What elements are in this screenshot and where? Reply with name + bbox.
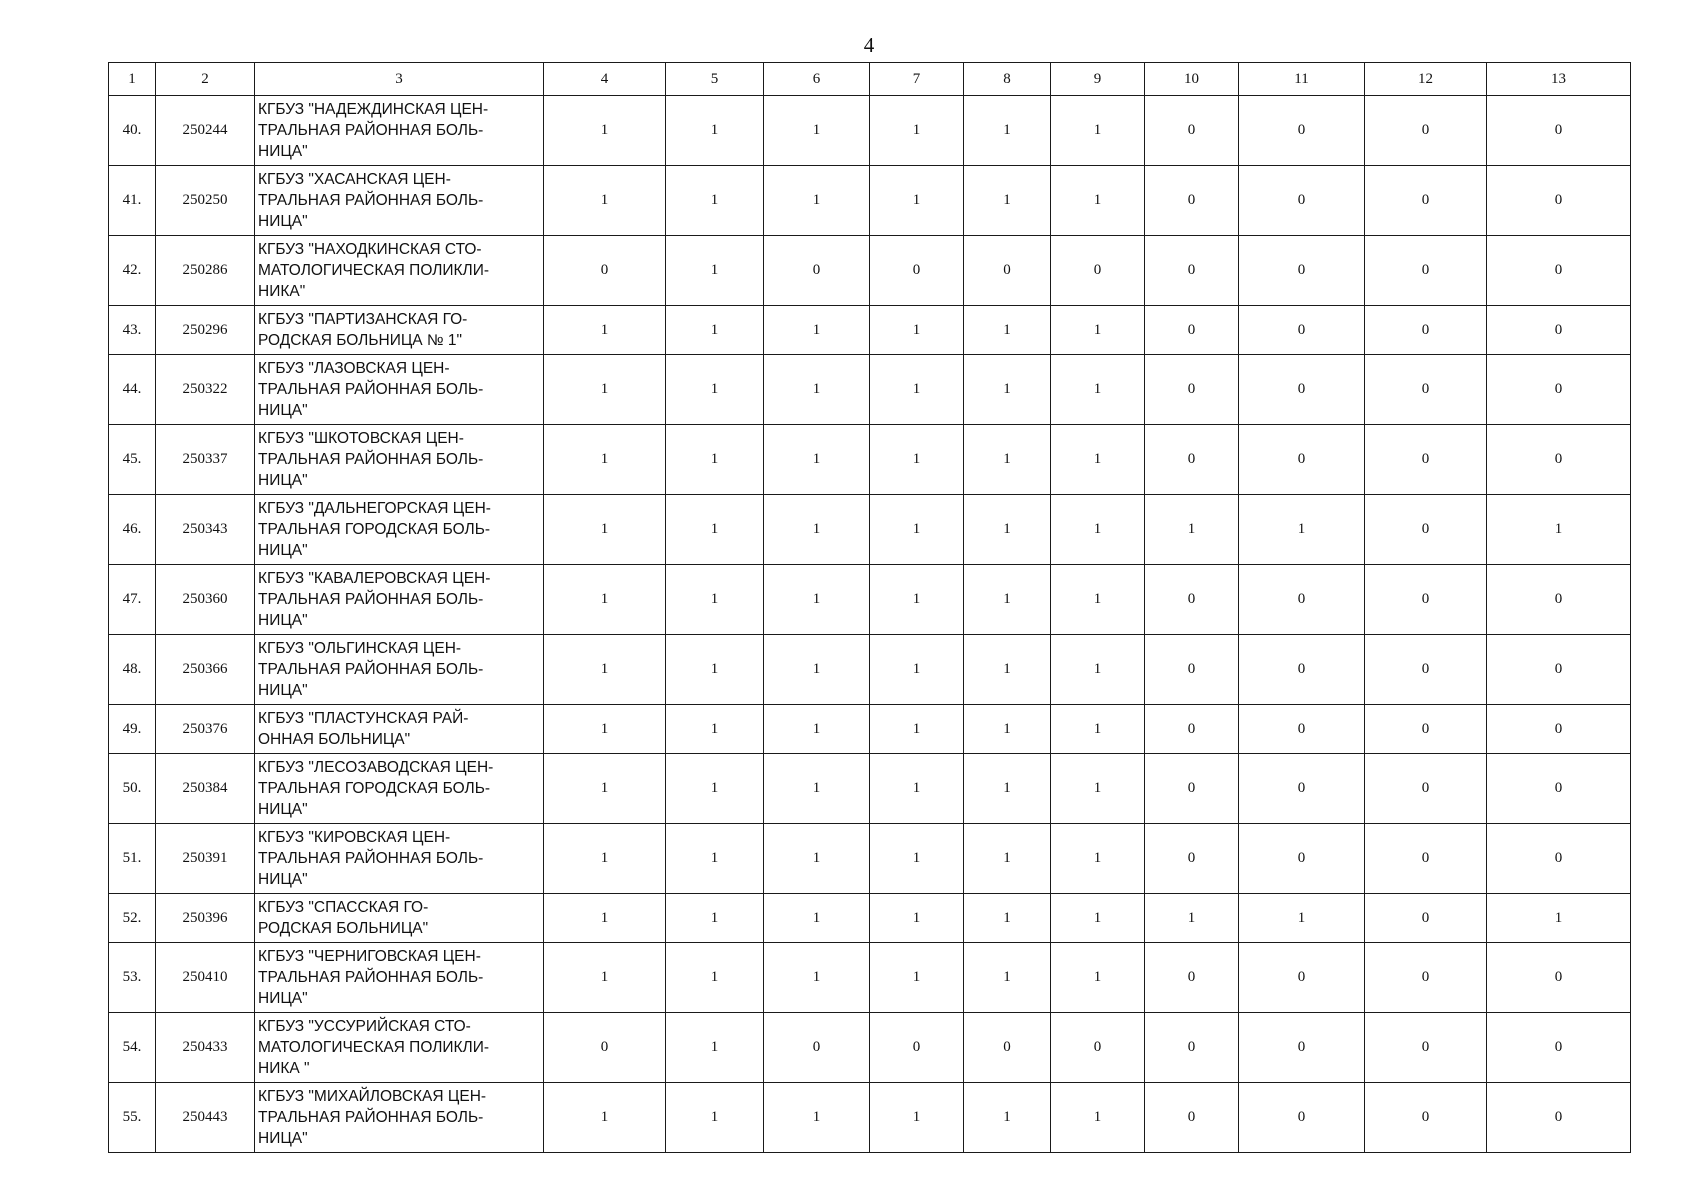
- facility-name: [255, 754, 544, 824]
- value-cell: 0: [1487, 705, 1631, 754]
- facility-name: [255, 355, 544, 425]
- value-cell: 0: [1239, 635, 1365, 705]
- facility-name-line: РОДСКАЯ БОЛЬНИЦА № 1": [258, 332, 462, 349]
- value-cell: 1: [964, 635, 1051, 705]
- value-cell: 0: [870, 236, 964, 306]
- value-cell: 0: [1145, 96, 1239, 166]
- facility-name-line: НИЦА": [258, 213, 308, 230]
- facility-name-line: КГБУЗ "НАДЕЖДИНСКАЯ ЦЕН-: [258, 101, 489, 118]
- value-cell: 1: [870, 635, 964, 705]
- value-cell: 0: [1487, 355, 1631, 425]
- value-cell: 1: [870, 425, 964, 495]
- facility-name-line: КГБУЗ "ПЛАСТУНСКАЯ РАЙ-: [258, 710, 469, 727]
- row-number: 41.: [109, 166, 156, 236]
- value-cell: 1: [544, 425, 666, 495]
- facility-name-line: ТРАЛЬНАЯ РАЙОННАЯ БОЛЬ-: [258, 451, 484, 468]
- value-cell: 1: [870, 166, 964, 236]
- column-header: 9: [1051, 63, 1145, 96]
- facility-name-line: КГБУЗ "НАХОДКИНСКАЯ СТО-: [258, 241, 482, 258]
- row-number: 53.: [109, 943, 156, 1013]
- facility-code: 250391: [156, 824, 255, 894]
- facility-code: 250322: [156, 355, 255, 425]
- column-header: 4: [544, 63, 666, 96]
- facility-name-line: НИЦА": [258, 402, 308, 419]
- value-cell: 0: [1239, 824, 1365, 894]
- value-cell: 1: [964, 705, 1051, 754]
- value-cell: 1: [870, 306, 964, 355]
- value-cell: 1: [764, 754, 870, 824]
- value-cell: 1: [1239, 495, 1365, 565]
- table-row: [109, 894, 1631, 943]
- value-cell: 0: [1365, 754, 1487, 824]
- value-cell: 0: [1239, 355, 1365, 425]
- value-cell: 1: [666, 635, 764, 705]
- value-cell: 1: [666, 565, 764, 635]
- value-cell: 0: [544, 1013, 666, 1083]
- value-cell: 1: [964, 96, 1051, 166]
- table-row: [109, 355, 1631, 425]
- value-cell: 0: [764, 236, 870, 306]
- value-cell: 1: [764, 425, 870, 495]
- column-header: 7: [870, 63, 964, 96]
- facility-name-line: ТРАЛЬНАЯ РАЙОННАЯ БОЛЬ-: [258, 1109, 484, 1126]
- row-number: 54.: [109, 1013, 156, 1083]
- value-cell: 0: [964, 236, 1051, 306]
- value-cell: 0: [1365, 236, 1487, 306]
- facility-name-line: НИЦА": [258, 143, 308, 160]
- facility-code: 250376: [156, 705, 255, 754]
- value-cell: 0: [1487, 1013, 1631, 1083]
- value-cell: 1: [964, 306, 1051, 355]
- value-cell: 1: [1487, 495, 1631, 565]
- value-cell: 1: [964, 565, 1051, 635]
- value-cell: 0: [1145, 425, 1239, 495]
- value-cell: 1: [870, 705, 964, 754]
- value-cell: 1: [544, 705, 666, 754]
- value-cell: 0: [1145, 1013, 1239, 1083]
- value-cell: 0: [1145, 565, 1239, 635]
- value-cell: 1: [1051, 565, 1145, 635]
- facility-code: 250360: [156, 565, 255, 635]
- row-number: 51.: [109, 824, 156, 894]
- facility-name-line: НИЦА": [258, 871, 308, 888]
- facility-name-line: КГБУЗ "ЛАЗОВСКАЯ ЦЕН-: [258, 360, 450, 377]
- facility-name-line: КГБУЗ "ЧЕРНИГОВСКАЯ ЦЕН-: [258, 948, 481, 965]
- facility-code: 250396: [156, 894, 255, 943]
- value-cell: 1: [870, 754, 964, 824]
- facility-name-line: КГБУЗ "УССУРИЙСКАЯ СТО-: [258, 1018, 471, 1035]
- value-cell: 0: [1365, 1083, 1487, 1153]
- value-cell: 1: [544, 306, 666, 355]
- value-cell: 0: [1487, 1083, 1631, 1153]
- value-cell: 1: [964, 894, 1051, 943]
- value-cell: 1: [544, 754, 666, 824]
- row-number: 47.: [109, 565, 156, 635]
- value-cell: 1: [964, 355, 1051, 425]
- value-cell: 0: [1365, 166, 1487, 236]
- row-number: 52.: [109, 894, 156, 943]
- facility-name: [255, 1083, 544, 1153]
- value-cell: 1: [1051, 166, 1145, 236]
- value-cell: 1: [544, 565, 666, 635]
- value-cell: 1: [764, 1083, 870, 1153]
- facility-name-line: НИЦА": [258, 612, 308, 629]
- facility-name-line: КГБУЗ "КАВАЛЕРОВСКАЯ ЦЕН-: [258, 570, 491, 587]
- facility-name-line: ТРАЛЬНАЯ ГОРОДСКАЯ БОЛЬ-: [258, 780, 491, 797]
- table-body: [109, 96, 1631, 1153]
- table-row: [109, 754, 1631, 824]
- value-cell: 1: [666, 1083, 764, 1153]
- value-cell: 1: [666, 754, 764, 824]
- facility-name: [255, 425, 544, 495]
- row-number: 40.: [109, 96, 156, 166]
- value-cell: 0: [764, 1013, 870, 1083]
- value-cell: 1: [764, 495, 870, 565]
- value-cell: 1: [764, 565, 870, 635]
- facility-name-line: ТРАЛЬНАЯ РАЙОННАЯ БОЛЬ-: [258, 122, 484, 139]
- value-cell: 1: [544, 1083, 666, 1153]
- value-cell: 1: [964, 166, 1051, 236]
- value-cell: 0: [1145, 635, 1239, 705]
- value-cell: 1: [1051, 495, 1145, 565]
- value-cell: 0: [1365, 425, 1487, 495]
- column-header: 11: [1239, 63, 1365, 96]
- value-cell: 1: [1051, 705, 1145, 754]
- facility-name-line: НИКА ": [258, 1060, 310, 1077]
- value-cell: 1: [764, 96, 870, 166]
- table-row: [109, 1083, 1631, 1153]
- table-row: [109, 306, 1631, 355]
- value-cell: 0: [1239, 565, 1365, 635]
- value-cell: 1: [764, 705, 870, 754]
- facility-name-line: КГБУЗ "ХАСАНСКАЯ ЦЕН-: [258, 171, 451, 188]
- facility-name-line: КГБУЗ "ПАРТИЗАНСКАЯ ГО-: [258, 311, 468, 328]
- value-cell: 1: [964, 754, 1051, 824]
- facility-name: [255, 565, 544, 635]
- value-cell: 0: [1487, 635, 1631, 705]
- value-cell: 1: [764, 355, 870, 425]
- value-cell: 0: [1145, 943, 1239, 1013]
- row-number: 55.: [109, 1083, 156, 1153]
- value-cell: 0: [1239, 96, 1365, 166]
- value-cell: 0: [1145, 824, 1239, 894]
- value-cell: 0: [964, 1013, 1051, 1083]
- facility-code: 250433: [156, 1013, 255, 1083]
- facility-name-line: КГБУЗ "МИХАЙЛОВСКАЯ ЦЕН-: [258, 1088, 487, 1105]
- column-header: 8: [964, 63, 1051, 96]
- value-cell: 0: [1487, 236, 1631, 306]
- row-number: 44.: [109, 355, 156, 425]
- facility-name: [255, 705, 544, 754]
- facility-name-line: ТРАЛЬНАЯ РАЙОННАЯ БОЛЬ-: [258, 591, 484, 608]
- value-cell: 1: [964, 425, 1051, 495]
- row-number: 46.: [109, 495, 156, 565]
- value-cell: 1: [666, 96, 764, 166]
- value-cell: 1: [1051, 824, 1145, 894]
- table-row: [109, 565, 1631, 635]
- facility-name-line: КГБУЗ "КИРОВСКАЯ ЦЕН-: [258, 829, 451, 846]
- value-cell: 1: [964, 1083, 1051, 1153]
- value-cell: 1: [544, 166, 666, 236]
- value-cell: 0: [1365, 565, 1487, 635]
- value-cell: 0: [1365, 495, 1487, 565]
- value-cell: 1: [870, 565, 964, 635]
- value-cell: 0: [1487, 565, 1631, 635]
- value-cell: 1: [1051, 355, 1145, 425]
- facility-name: [255, 824, 544, 894]
- value-cell: 1: [1239, 894, 1365, 943]
- table-row: [109, 943, 1631, 1013]
- table-row: [109, 236, 1631, 306]
- value-cell: 1: [544, 495, 666, 565]
- facility-name-line: КГБУЗ "ШКОТОВСКАЯ ЦЕН-: [258, 430, 464, 447]
- value-cell: 1: [764, 306, 870, 355]
- value-cell: 1: [666, 943, 764, 1013]
- value-cell: 0: [1365, 1013, 1487, 1083]
- table-row: [109, 425, 1631, 495]
- row-number: 42.: [109, 236, 156, 306]
- value-cell: 0: [1239, 705, 1365, 754]
- value-cell: 1: [666, 705, 764, 754]
- table-row: [109, 1013, 1631, 1083]
- value-cell: 1: [666, 355, 764, 425]
- row-number: 43.: [109, 306, 156, 355]
- facility-name: [255, 943, 544, 1013]
- facility-name-line: МАТОЛОГИЧЕСКАЯ ПОЛИКЛИ-: [258, 1039, 490, 1056]
- value-cell: 0: [1487, 96, 1631, 166]
- value-cell: 1: [1051, 1083, 1145, 1153]
- column-header: 6: [764, 63, 870, 96]
- facility-name-line: ТРАЛЬНАЯ РАЙОННАЯ БОЛЬ-: [258, 381, 484, 398]
- value-cell: 1: [544, 635, 666, 705]
- value-cell: 0: [1365, 96, 1487, 166]
- value-cell: 1: [1051, 894, 1145, 943]
- value-cell: 1: [870, 943, 964, 1013]
- value-cell: 0: [544, 236, 666, 306]
- facility-name-line: НИЦА": [258, 542, 308, 559]
- facility-name: [255, 1013, 544, 1083]
- facility-name: [255, 236, 544, 306]
- facility-code: 250337: [156, 425, 255, 495]
- value-cell: 1: [764, 824, 870, 894]
- value-cell: 1: [666, 894, 764, 943]
- facility-code: 250384: [156, 754, 255, 824]
- table-row: [109, 824, 1631, 894]
- value-cell: 0: [1239, 306, 1365, 355]
- facility-name-line: ТРАЛЬНАЯ РАЙОННАЯ БОЛЬ-: [258, 969, 484, 986]
- value-cell: 1: [544, 355, 666, 425]
- facility-name-line: НИЦА": [258, 990, 308, 1007]
- value-cell: 0: [1487, 943, 1631, 1013]
- facility-name-line: КГБУЗ "ЛЕСОЗАВОДСКАЯ ЦЕН-: [258, 759, 494, 776]
- value-cell: 1: [1145, 894, 1239, 943]
- value-cell: 0: [1145, 166, 1239, 236]
- facility-name-line: ТРАЛЬНАЯ ГОРОДСКАЯ БОЛЬ-: [258, 521, 491, 538]
- column-header: 12: [1365, 63, 1487, 96]
- facility-name-line: КГБУЗ "СПАССКАЯ ГО-: [258, 899, 429, 916]
- value-cell: 1: [870, 495, 964, 565]
- facilities-table: [108, 62, 1631, 1153]
- column-header: 3: [255, 63, 544, 96]
- value-cell: 1: [544, 894, 666, 943]
- value-cell: 0: [1239, 236, 1365, 306]
- facility-name: [255, 166, 544, 236]
- column-header: 13: [1487, 63, 1631, 96]
- value-cell: 0: [1365, 355, 1487, 425]
- value-cell: 1: [666, 1013, 764, 1083]
- facility-name: [255, 306, 544, 355]
- value-cell: 1: [1051, 635, 1145, 705]
- value-cell: 0: [1365, 635, 1487, 705]
- facility-name-line: КГБУЗ "ОЛЬГИНСКАЯ ЦЕН-: [258, 640, 462, 657]
- facility-name-line: РОДСКАЯ БОЛЬНИЦА": [258, 920, 429, 937]
- header-row: [109, 63, 1631, 96]
- value-cell: 1: [964, 495, 1051, 565]
- facility-code: 250443: [156, 1083, 255, 1153]
- facility-name-line: ТРАЛЬНАЯ РАЙОННАЯ БОЛЬ-: [258, 661, 484, 678]
- value-cell: 0: [1487, 824, 1631, 894]
- row-number: 48.: [109, 635, 156, 705]
- value-cell: 0: [1145, 754, 1239, 824]
- value-cell: 1: [964, 943, 1051, 1013]
- value-cell: 0: [1365, 306, 1487, 355]
- facility-name-line: НИЦА": [258, 1130, 308, 1147]
- value-cell: 1: [1145, 495, 1239, 565]
- row-number: 49.: [109, 705, 156, 754]
- value-cell: 1: [764, 635, 870, 705]
- facility-code: 250244: [156, 96, 255, 166]
- value-cell: 1: [1051, 943, 1145, 1013]
- column-header: 1: [109, 63, 156, 96]
- value-cell: 0: [1487, 425, 1631, 495]
- value-cell: 0: [1487, 166, 1631, 236]
- value-cell: 1: [870, 96, 964, 166]
- value-cell: 1: [764, 166, 870, 236]
- row-number: 45.: [109, 425, 156, 495]
- value-cell: 0: [1365, 705, 1487, 754]
- row-number: 50.: [109, 754, 156, 824]
- value-cell: 0: [1239, 1083, 1365, 1153]
- value-cell: 0: [1365, 943, 1487, 1013]
- value-cell: 0: [1145, 236, 1239, 306]
- value-cell: 1: [666, 425, 764, 495]
- facility-name: [255, 894, 544, 943]
- facility-name: [255, 635, 544, 705]
- value-cell: 0: [1145, 705, 1239, 754]
- value-cell: 0: [870, 1013, 964, 1083]
- value-cell: 0: [1365, 824, 1487, 894]
- value-cell: 0: [1145, 306, 1239, 355]
- value-cell: 0: [1051, 236, 1145, 306]
- table-row: [109, 166, 1631, 236]
- value-cell: 1: [870, 1083, 964, 1153]
- value-cell: 0: [1239, 943, 1365, 1013]
- value-cell: 0: [1145, 1083, 1239, 1153]
- table-row: [109, 635, 1631, 705]
- value-cell: 0: [1487, 306, 1631, 355]
- value-cell: 1: [544, 824, 666, 894]
- value-cell: 1: [764, 943, 870, 1013]
- value-cell: 1: [666, 236, 764, 306]
- value-cell: 0: [1365, 894, 1487, 943]
- value-cell: 1: [544, 96, 666, 166]
- value-cell: 1: [870, 894, 964, 943]
- value-cell: 0: [1051, 1013, 1145, 1083]
- facility-name: [255, 495, 544, 565]
- value-cell: 0: [1487, 754, 1631, 824]
- facility-code: 250343: [156, 495, 255, 565]
- facility-code: 250250: [156, 166, 255, 236]
- facility-name-line: ТРАЛЬНАЯ РАЙОННАЯ БОЛЬ-: [258, 192, 484, 209]
- value-cell: 1: [1051, 754, 1145, 824]
- facility-name-line: НИЦА": [258, 801, 308, 818]
- value-cell: 0: [1239, 754, 1365, 824]
- value-cell: 0: [1239, 166, 1365, 236]
- value-cell: 1: [764, 894, 870, 943]
- facility-name-line: ОННАЯ БОЛЬНИЦА": [258, 731, 411, 748]
- facility-code: 250296: [156, 306, 255, 355]
- value-cell: 0: [1145, 355, 1239, 425]
- facility-code: 250366: [156, 635, 255, 705]
- facility-code: 250410: [156, 943, 255, 1013]
- facility-code: 250286: [156, 236, 255, 306]
- value-cell: 0: [1239, 425, 1365, 495]
- facility-name-line: ТРАЛЬНАЯ РАЙОННАЯ БОЛЬ-: [258, 850, 484, 867]
- table-row: [109, 705, 1631, 754]
- value-cell: 0: [1239, 1013, 1365, 1083]
- facility-name-line: КГБУЗ "ДАЛЬНЕГОРСКАЯ ЦЕН-: [258, 500, 491, 517]
- table-row: [109, 96, 1631, 166]
- value-cell: 1: [666, 306, 764, 355]
- page-number: 4: [863, 33, 875, 57]
- value-cell: 1: [1051, 96, 1145, 166]
- value-cell: 1: [1051, 425, 1145, 495]
- value-cell: 1: [1051, 306, 1145, 355]
- value-cell: 1: [666, 824, 764, 894]
- value-cell: 1: [964, 824, 1051, 894]
- table-row: [109, 495, 1631, 565]
- facility-name-line: НИКА": [258, 283, 306, 300]
- facility-name-line: НИЦА": [258, 682, 308, 699]
- facility-name-line: НИЦА": [258, 472, 308, 489]
- value-cell: 1: [870, 355, 964, 425]
- facility-name-line: МАТОЛОГИЧЕСКАЯ ПОЛИКЛИ-: [258, 262, 490, 279]
- value-cell: 1: [870, 824, 964, 894]
- value-cell: 1: [544, 943, 666, 1013]
- column-header: 2: [156, 63, 255, 96]
- column-header: 5: [666, 63, 764, 96]
- value-cell: 1: [666, 166, 764, 236]
- column-header: 10: [1145, 63, 1239, 96]
- facility-name: [255, 96, 544, 166]
- value-cell: 1: [666, 495, 764, 565]
- value-cell: 1: [1487, 894, 1631, 943]
